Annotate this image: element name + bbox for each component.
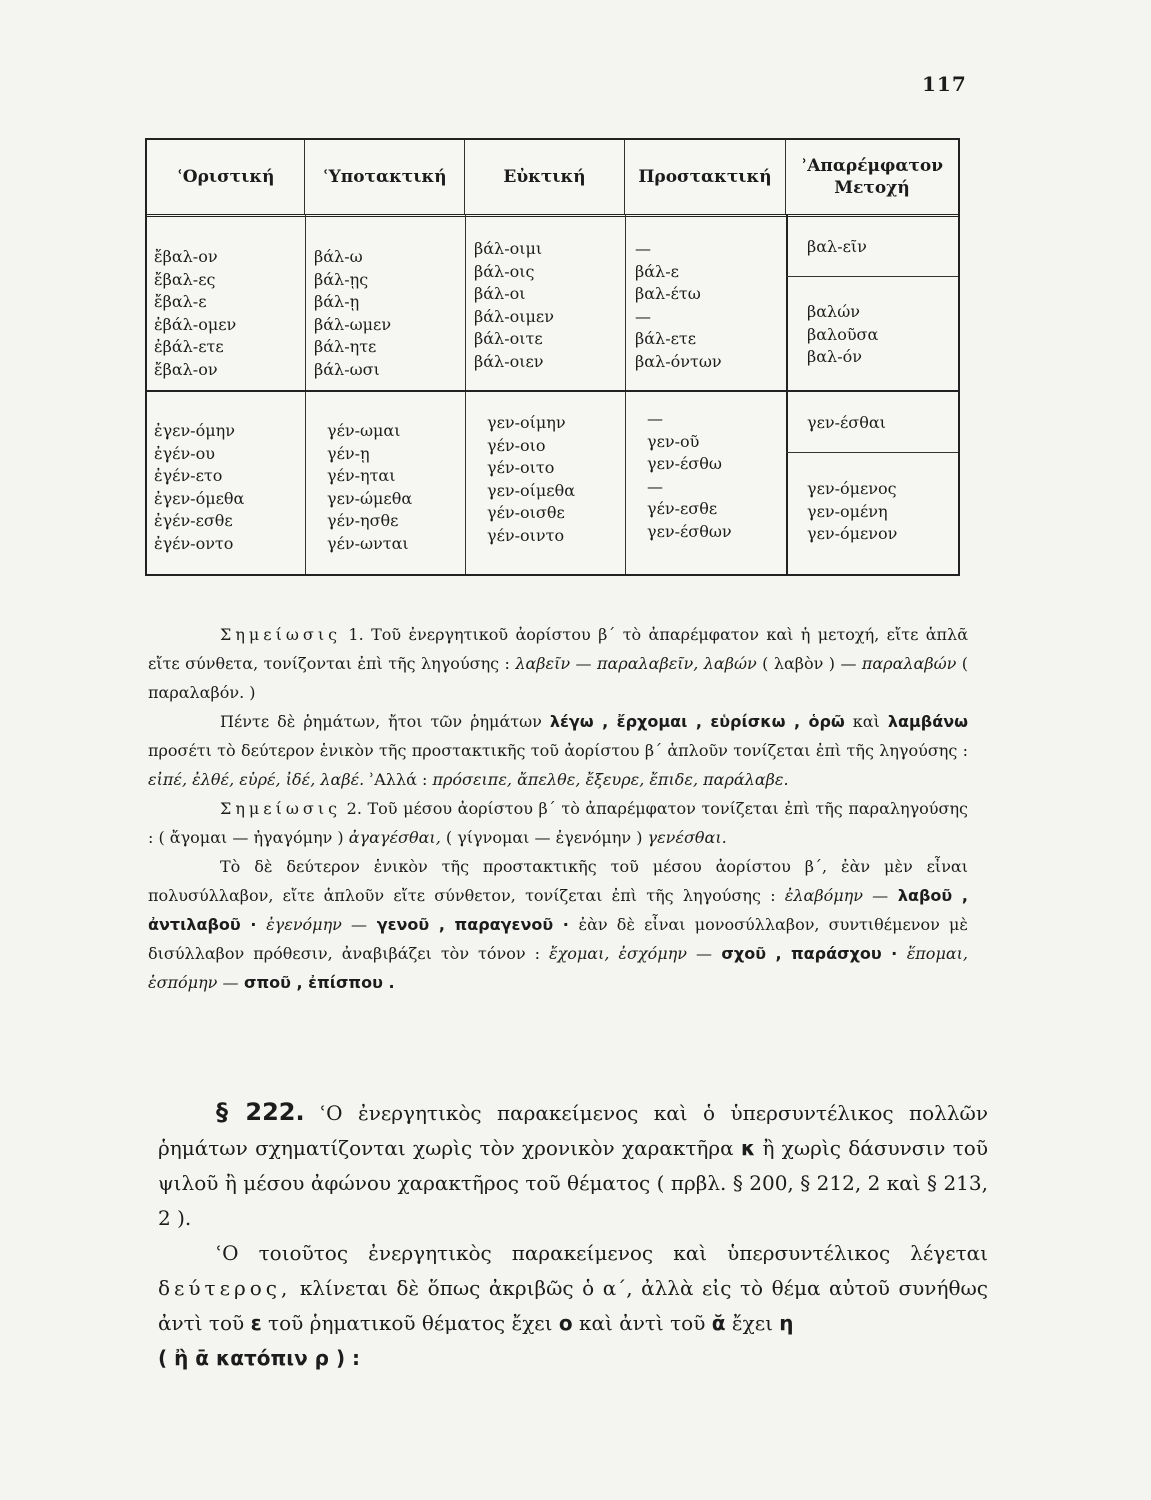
middle-prostaktiki-forms: — γεν-οῦ γεν-έσθω — γέν-εσθε γεν-έσθων <box>647 409 732 541</box>
paragraph-five-verbs: Πέντε δὲ ῥημάτων, ἤτοι τῶν ῥημάτων λέγω , ἔρχομαι , εὑρίσκω , ὁρῶ καὶ λαμβάνω προσέτι τὸ δεύτερον ἑνικὸν τῆς προστακτικῆς τοῦ ἀορίστου β΄ ἁπλοῦν τονίζεται ἐπὶ τῆς ληγούσης : εἰπέ, ἐλθέ, εὑρέ, ἰδέ, λαβέ. ʾΑλλά : πρόσειπε, ἄπελθε, ἔξευρε, ἔπιδε, παράλαβε. <box>148 712 968 789</box>
active-aparemfaton: βαλ-εῖν <box>807 237 867 256</box>
column-divider <box>465 214 466 574</box>
notes-block <box>148 620 968 997</box>
middle-metochi-forms: γεν-όμενος γεν-ομένη γεν-όμενον <box>807 479 898 543</box>
page-number: 117 <box>922 72 967 96</box>
section-222-paragraph: § 222. ʿΟ ἐνεργητικὸς παρακείμενος καὶ ὁ ὑπερσυντέλικος πολλῶν ῥημάτων σχηματίζονται χωρὶς τὸν χρονικὸν χαρακτῆρα κ ἢ χωρὶς δάσυνσιν τοῦ ψιλοῦ ἢ μέσου ἀφώνου χαρακτῆρος τοῦ θέματος ( πρβλ. § 200, § 212, 2 καὶ § 213, 2 ). <box>158 1098 989 1230</box>
note-1-label: Σημείωσις <box>220 625 342 644</box>
note-2-label: Σημείωσις <box>220 799 342 818</box>
middle-ypotaktiki-forms: γέν-ωμαι γέν-ῃ γέν-ηται γεν-ώμεθα γέν-ησθε γέν-ωνται <box>327 421 413 553</box>
note-2: Σημείωσις 2. Τοῦ μέσου ἀορίστου β΄ τὸ ἀπαρέμφατον τονίζεται ἐπὶ τῆς παραληγούσης : ( ἄγομαι — ἠγαγόμην ) ἀγαγέσθαι, ( γίγνομαι — ἐγενόμην ) γενέσθαι. <box>148 799 968 847</box>
conjugation-table <box>145 138 960 576</box>
active-oristiki-forms: ἔβαλ-ον ἔβαλ-ες ἔβαλ-ε ἐβάλ-ομεν ἐβάλ-ετε ἔβαλ-ον <box>154 247 237 379</box>
middle-aparemfaton: γεν-έσθαι <box>807 413 886 432</box>
header-ypotaktiki: ʿΥποτακτική <box>305 140 465 214</box>
note-1: Σημείωσις 1. Τοῦ ἐνεργητικοῦ ἀορίστου β΄ τὸ ἀπαρέμφατον καὶ ἡ μετοχή, εἴτε ἁπλᾶ εἴτε σύνθετα, τονίζονται ἐπὶ τῆς ληγούσης : λαβεῖν — παραλαβεῖν, λαβών ( λαβὸν ) — παραλαβών ( παραλαβόν. ) <box>148 625 969 702</box>
header-euktiki: Εὐκτική <box>465 140 625 214</box>
middle-oristiki-forms: ἐγεν-όμην ἐγέν-ου ἐγέν-ετο ἐγεν-όμεθα ἐγέν-εσθε ἐγέν-οντο <box>154 421 245 553</box>
row-divider <box>786 452 958 453</box>
paragraph-middle-imperative: Τὸ δὲ δεύτερον ἑνικὸν τῆς προστακτικῆς τοῦ μέσου ἀορίστου β΄, ἐὰν μὲν εἶναι πολυσύλλαβον, εἴτε ἁπλοῦν εἴτε σύνθετον, τονίζεται ἐπὶ τῆς ληγούσης : ἐλαβόμην — λαβοῦ , ἀντιλαβοῦ · ἐγενόμην — γενοῦ , παραγενοῦ · ἐὰν δὲ εἶναι μονοσύλλαβον, συντιθέμενον μὲ δισύλλαβον πρόθεσιν, ἀναβιβάζει τὸν τόνον : ἔχομαι, ἐσχόμην — σχοῦ , παράσχου · ἕπομαι, ἑσπόμην — σποῦ , ἐπίσπου . <box>148 857 969 992</box>
header-prostaktiki: Προστακτική <box>625 140 786 214</box>
column-divider <box>786 214 788 574</box>
active-prostaktiki-forms: — βάλ-ε βαλ-έτω — βάλ-ετε βαλ-όντων <box>635 239 722 371</box>
active-metochi-forms: βαλών βαλοῦσα βαλ-όν <box>807 302 879 366</box>
section-222-block <box>158 1095 988 1376</box>
second-perfect-paragraph: ʿΟ τοιοῦτος ἐνεργητικὸς παρακείμενος καὶ ὑπερσυντέλικος λέγεται δεύτερος, κλίνεται δὲ ὅπως ἀκριβῶς ὁ α΄, ἀλλὰ εἰς τὸ θέμα αὐτοῦ συνήθως ἀντὶ τοῦ ε τοῦ ῥηματικοῦ θέματος ἔχει ο καὶ ἀντὶ τοῦ ᾰ ἔχει η ( ἢ ᾱ κατόπιν ρ ) : <box>158 1241 988 1370</box>
table-header-row <box>147 140 958 217</box>
header-aparemfaton-metochi: ʾΑπαρέμφατον Μετοχή <box>800 156 944 198</box>
active-euktiki-forms: βάλ-οιμι βάλ-οις βάλ-οι βάλ-οιμεν βάλ-οιτε βάλ-οιεν <box>474 239 554 371</box>
header-oristiki: ʿΟριστική <box>147 140 305 214</box>
column-divider <box>305 214 306 574</box>
column-divider <box>625 214 626 574</box>
active-ypotaktiki-forms: βάλ-ω βάλ-ῃς βάλ-ῃ βάλ-ωμεν βάλ-ητε βάλ-ωσι <box>314 247 392 379</box>
row-divider <box>786 276 958 277</box>
middle-euktiki-forms: γεν-οίμην γέν-οιο γέν-οιτο γεν-οίμεθα γέν-οισθε γέν-οιντο <box>487 413 576 545</box>
section-number: § 222. <box>216 1098 305 1126</box>
row-divider <box>147 390 958 392</box>
